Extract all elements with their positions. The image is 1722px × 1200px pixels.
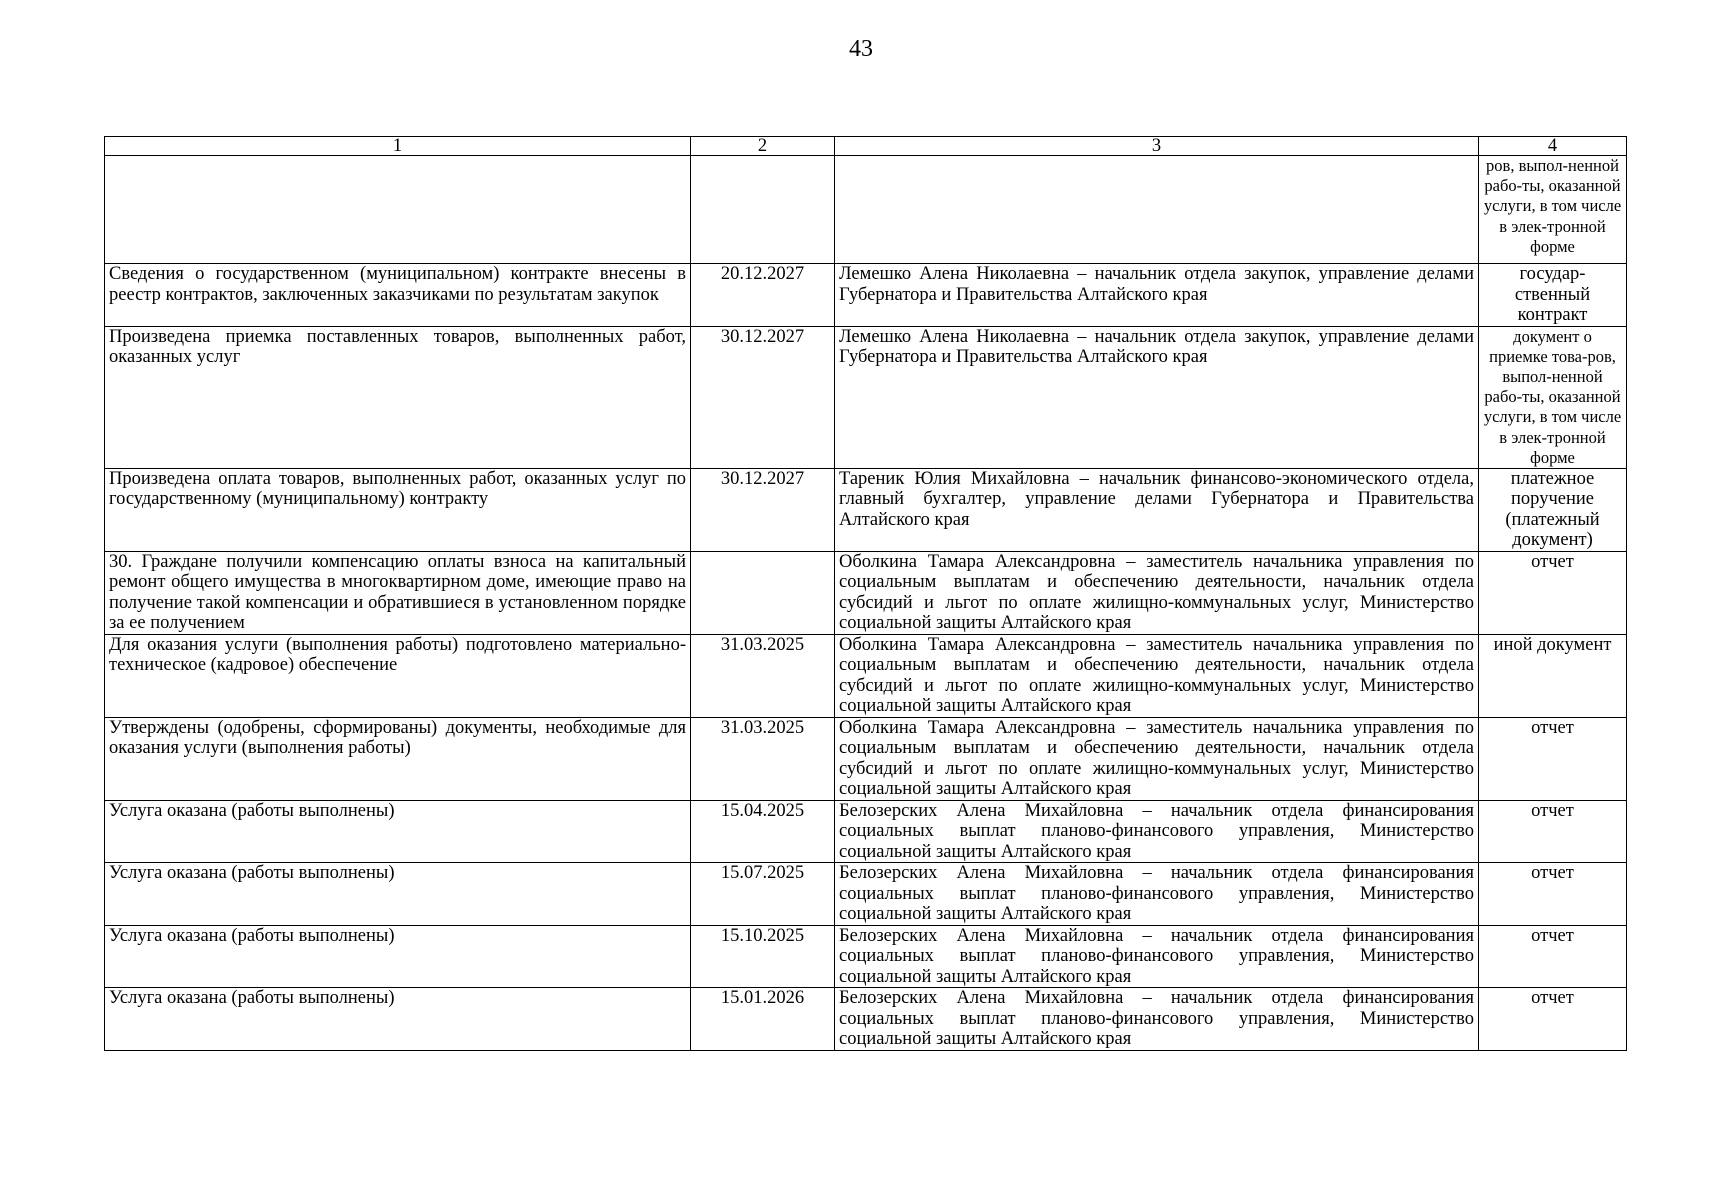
table-row [105, 468, 1627, 551]
table-row [105, 800, 1627, 863]
cell-document: отчет [1479, 800, 1627, 863]
cell-responsible: Белозерских Алена Михайловна – начальник отдела финансирования социальных выплат планово-финансового управления, Министерство социальной защиты Алтайского края [835, 800, 1479, 863]
cell-activity: Утверждены (одобрены, сформированы) документы, необходимые для оказания услуги (выполнения работы) [105, 717, 691, 800]
cell-responsible: Белозерских Алена Михайловна – начальник отдела финансирования социальных выплат планово-финансового управления, Министерство социальной защиты Алтайского края [835, 925, 1479, 988]
cell-responsible: Оболкина Тамара Александровна – заместитель начальника управления по социальным выплатам и обеспечению деятельности, начальник отдела субсидий и льгот по оплате жилищно-коммунальных услуг, Министерство социальной защиты Алтайского края [835, 551, 1479, 634]
cell-activity: Услуга оказана (работы выполнены) [105, 988, 691, 1051]
table-body [105, 156, 1627, 1051]
cell-date: 20.12.2027 [691, 264, 835, 327]
table-row [105, 264, 1627, 327]
cell-responsible: Лемешко Алена Николаевна – начальник отдела закупок, управление делами Губернатора и Правительства Алтайского края [835, 326, 1479, 468]
table-row [105, 156, 1627, 264]
cell-date: 30.12.2027 [691, 326, 835, 468]
header-col-4: 4 [1479, 137, 1627, 156]
cell-date: 31.03.2025 [691, 634, 835, 717]
table-row [105, 863, 1627, 926]
cell-date: 31.03.2025 [691, 717, 835, 800]
table-header [105, 137, 1627, 156]
cell-activity: Для оказания услуги (выполнения работы) подготовлено материально-техническое (кадровое) обеспечение [105, 634, 691, 717]
cell-responsible: Тареник Юлия Михайловна – начальник финансово-экономического отдела, главный бухгалтер, управление делами Губернатора и Правительства Алтайского края [835, 468, 1479, 551]
cell-date: 15.04.2025 [691, 800, 835, 863]
cell-document: документ о приемке това-ров, выпол-ненной рабо-ты, оказанной услуги, в том числе в элек-тронной форме [1479, 326, 1627, 468]
cell-document: иной документ [1479, 634, 1627, 717]
table-row [105, 551, 1627, 634]
cell-activity: Произведена приемка поставленных товаров, выполненных работ, оказанных услуг [105, 326, 691, 468]
cell-responsible: Белозерских Алена Михайловна – начальник отдела финансирования социальных выплат планово-финансового управления, Министерство социальной защиты Алтайского края [835, 988, 1479, 1051]
cell-date: 15.10.2025 [691, 925, 835, 988]
table-row [105, 634, 1627, 717]
cell-date [691, 551, 835, 634]
cell-document: ров, выпол-ненной рабо-ты, оказанной услуги, в том числе в элек-тронной форме [1479, 156, 1627, 264]
plan-table [104, 136, 1627, 1051]
header-row [105, 137, 1627, 156]
cell-responsible: Лемешко Алена Николаевна – начальник отдела закупок, управление делами Губернатора и Правительства Алтайского края [835, 264, 1479, 327]
cell-activity: Услуга оказана (работы выполнены) [105, 925, 691, 988]
cell-activity: Сведения о государственном (муниципальном) контракте внесены в реестр контрактов, заключенных заказчиками по результатам закупок [105, 264, 691, 327]
cell-responsible [835, 156, 1479, 264]
page-number: 43 [849, 36, 873, 62]
cell-document: отчет [1479, 717, 1627, 800]
cell-activity: Услуга оказана (работы выполнены) [105, 800, 691, 863]
cell-activity: Услуга оказана (работы выполнены) [105, 863, 691, 926]
cell-responsible: Белозерских Алена Михайловна – начальник отдела финансирования социальных выплат планово-финансового управления, Министерство социальной защиты Алтайского края [835, 863, 1479, 926]
cell-activity [105, 156, 691, 264]
cell-date: 15.01.2026 [691, 988, 835, 1051]
cell-responsible: Оболкина Тамара Александровна – заместитель начальника управления по социальным выплатам и обеспечению деятельности, начальник отдела субсидий и льгот по оплате жилищно-коммунальных услуг, Министерство социальной защиты Алтайского края [835, 717, 1479, 800]
cell-document: отчет [1479, 925, 1627, 988]
table-row [105, 717, 1627, 800]
cell-date: 30.12.2027 [691, 468, 835, 551]
table-row [105, 988, 1627, 1051]
cell-activity: 30. Граждане получили компенсацию оплаты взноса на капитальный ремонт общего имущества в многоквартирном доме, имеющие право на получение такой компенсации и обратившиеся в установленном порядке за ее получением [105, 551, 691, 634]
cell-date [691, 156, 835, 264]
cell-date: 15.07.2025 [691, 863, 835, 926]
table-row [105, 326, 1627, 468]
header-col-1: 1 [105, 137, 691, 156]
table-row [105, 925, 1627, 988]
cell-activity: Произведена оплата товаров, выполненных работ, оказанных услуг по государственному (муниципальному) контракту [105, 468, 691, 551]
cell-document: платежное поручение (платежный документ) [1479, 468, 1627, 551]
cell-document: отчет [1479, 863, 1627, 926]
cell-document: государ-ственный контракт [1479, 264, 1627, 327]
cell-document: отчет [1479, 551, 1627, 634]
cell-responsible: Оболкина Тамара Александровна – заместитель начальника управления по социальным выплатам и обеспечению деятельности, начальник отдела субсидий и льгот по оплате жилищно-коммунальных услуг, Министерство социальной защиты Алтайского края [835, 634, 1479, 717]
cell-document: отчет [1479, 988, 1627, 1051]
header-col-3: 3 [835, 137, 1479, 156]
header-col-2: 2 [691, 137, 835, 156]
